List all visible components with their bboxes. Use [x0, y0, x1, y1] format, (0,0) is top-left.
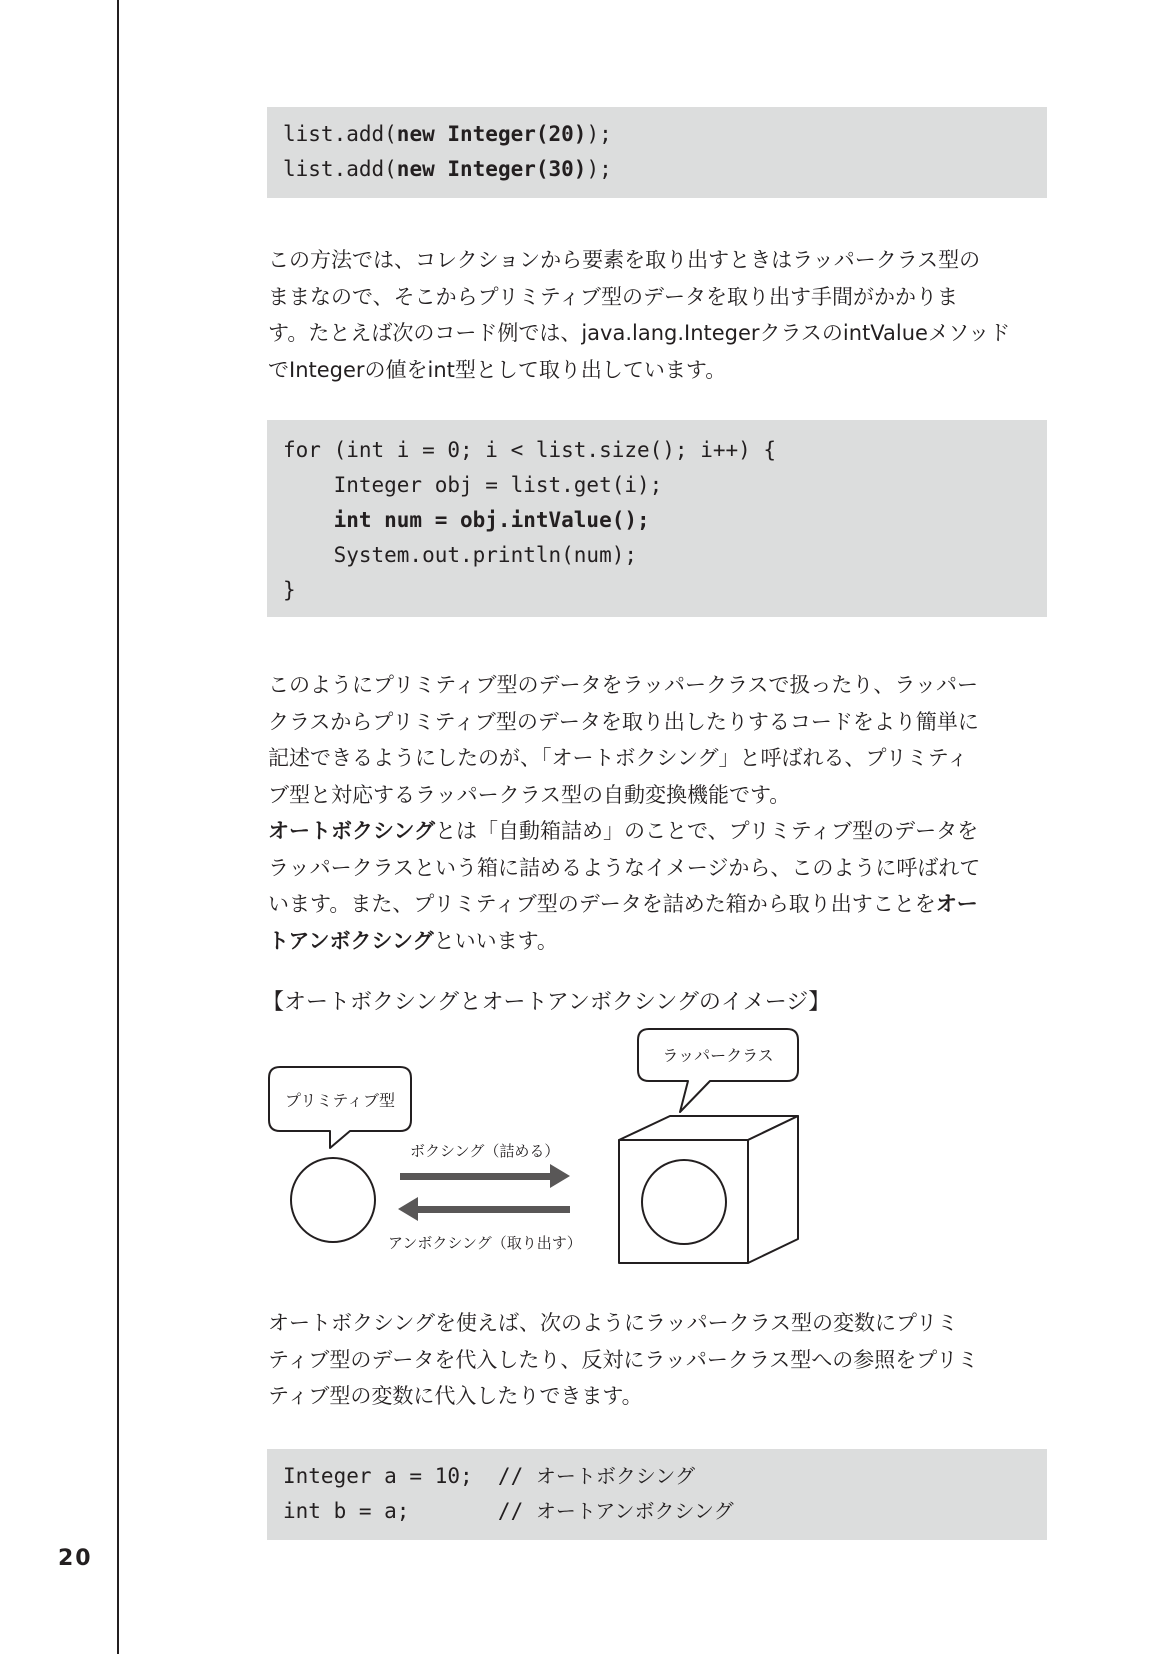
code-line: list.add(new Integer(30));: [283, 157, 612, 181]
wrapper-label: ラッパークラス: [662, 1046, 774, 1065]
figure-title: 【オートボクシングとオートアンボクシングのイメージ】: [262, 990, 831, 1015]
text-line: でIntegerの値をint型として取り出しています。: [268, 357, 727, 382]
margin-rule: [117, 0, 119, 1654]
boxing-label: ボクシング（詰める）: [410, 1142, 560, 1160]
code-block-add: [267, 107, 1047, 198]
page-number: 20: [58, 1546, 93, 1571]
paragraph-intvalue: [268, 242, 1058, 388]
code-block-loop: [267, 420, 1047, 617]
code-line: int num = obj.intValue();: [283, 508, 650, 532]
code-line: list.add(new Integer(20));: [283, 122, 612, 146]
code-line: Integer a = 10; // オートボクシング: [283, 1464, 695, 1488]
code-block-autoboxing: [267, 1449, 1047, 1540]
primitive-value-circle: [291, 1158, 375, 1242]
wrapper-speech-bubble: [638, 1029, 798, 1112]
wrapped-value-circle: [642, 1160, 726, 1244]
text-line: トアンボクシングといいます。: [268, 928, 558, 953]
text-line: ティブ型の変数に代入したりできます。: [268, 1384, 643, 1408]
term-autounboxing: オー: [935, 892, 978, 916]
unboxing-arrow: [398, 1197, 570, 1221]
paragraph-assignment: [268, 1305, 1058, 1415]
text-line: オートボクシングを使えば、次のようにラッパークラス型の変数にプリミ: [268, 1311, 959, 1335]
code-line: int b = a; // オートアンボクシング: [283, 1499, 734, 1523]
code-line: for (int i = 0; i < list.size(); i++) {: [283, 438, 777, 462]
text-line: このようにプリミティブ型のデータをラッパークラスで扱ったり、ラッパー: [268, 673, 979, 697]
text-line: ティブ型のデータを代入したり、反対にラッパークラス型への参照をプリミ: [268, 1347, 979, 1372]
term-autoboxing: オートボクシング: [268, 819, 436, 843]
term-autounboxing-cont: トアンボクシング: [268, 928, 434, 953]
text-line: す。たとえば次のコード例では、java.lang.IntegerクラスのintValueメソッド: [268, 321, 1011, 345]
boxing-diagram: [260, 1020, 820, 1270]
text-line: この方法では、コレクションから要素を取り出すときはラッパークラス型の: [268, 248, 981, 272]
text-line: クラスからプリミティブ型のデータを取り出したりするコードをより簡単に: [268, 709, 979, 734]
code-line: Integer obj = list.get(i);: [283, 473, 663, 497]
text-line: ブ型と対応するラッパークラス型の自動変換機能です。: [268, 782, 791, 807]
unboxing-label: アンボクシング（取り出す）: [388, 1234, 582, 1252]
text-line: 記述できるようにしたのが、「オートボクシング」と呼ばれる、プリミティ: [268, 746, 969, 770]
text-line: います。また、プリミティブ型のデータを詰めた箱から取り出すことをオー: [268, 892, 978, 916]
paragraph-autoboxing: [268, 667, 1058, 959]
primitive-label: プリミティブ型: [284, 1091, 396, 1110]
boxing-arrow: [400, 1164, 570, 1188]
text-line: ラッパークラスという箱に詰めるようなイメージから、このように呼ばれて: [268, 855, 981, 880]
code-line: System.out.println(num);: [283, 543, 638, 567]
text-line: ままなので、そこからプリミティブ型のデータを取り出す手間がかかりま: [268, 284, 959, 309]
text-line: オートボクシングとは「自動箱詰め」のことで、プリミティブ型のデータを: [268, 819, 979, 843]
code-line: }: [283, 578, 296, 602]
